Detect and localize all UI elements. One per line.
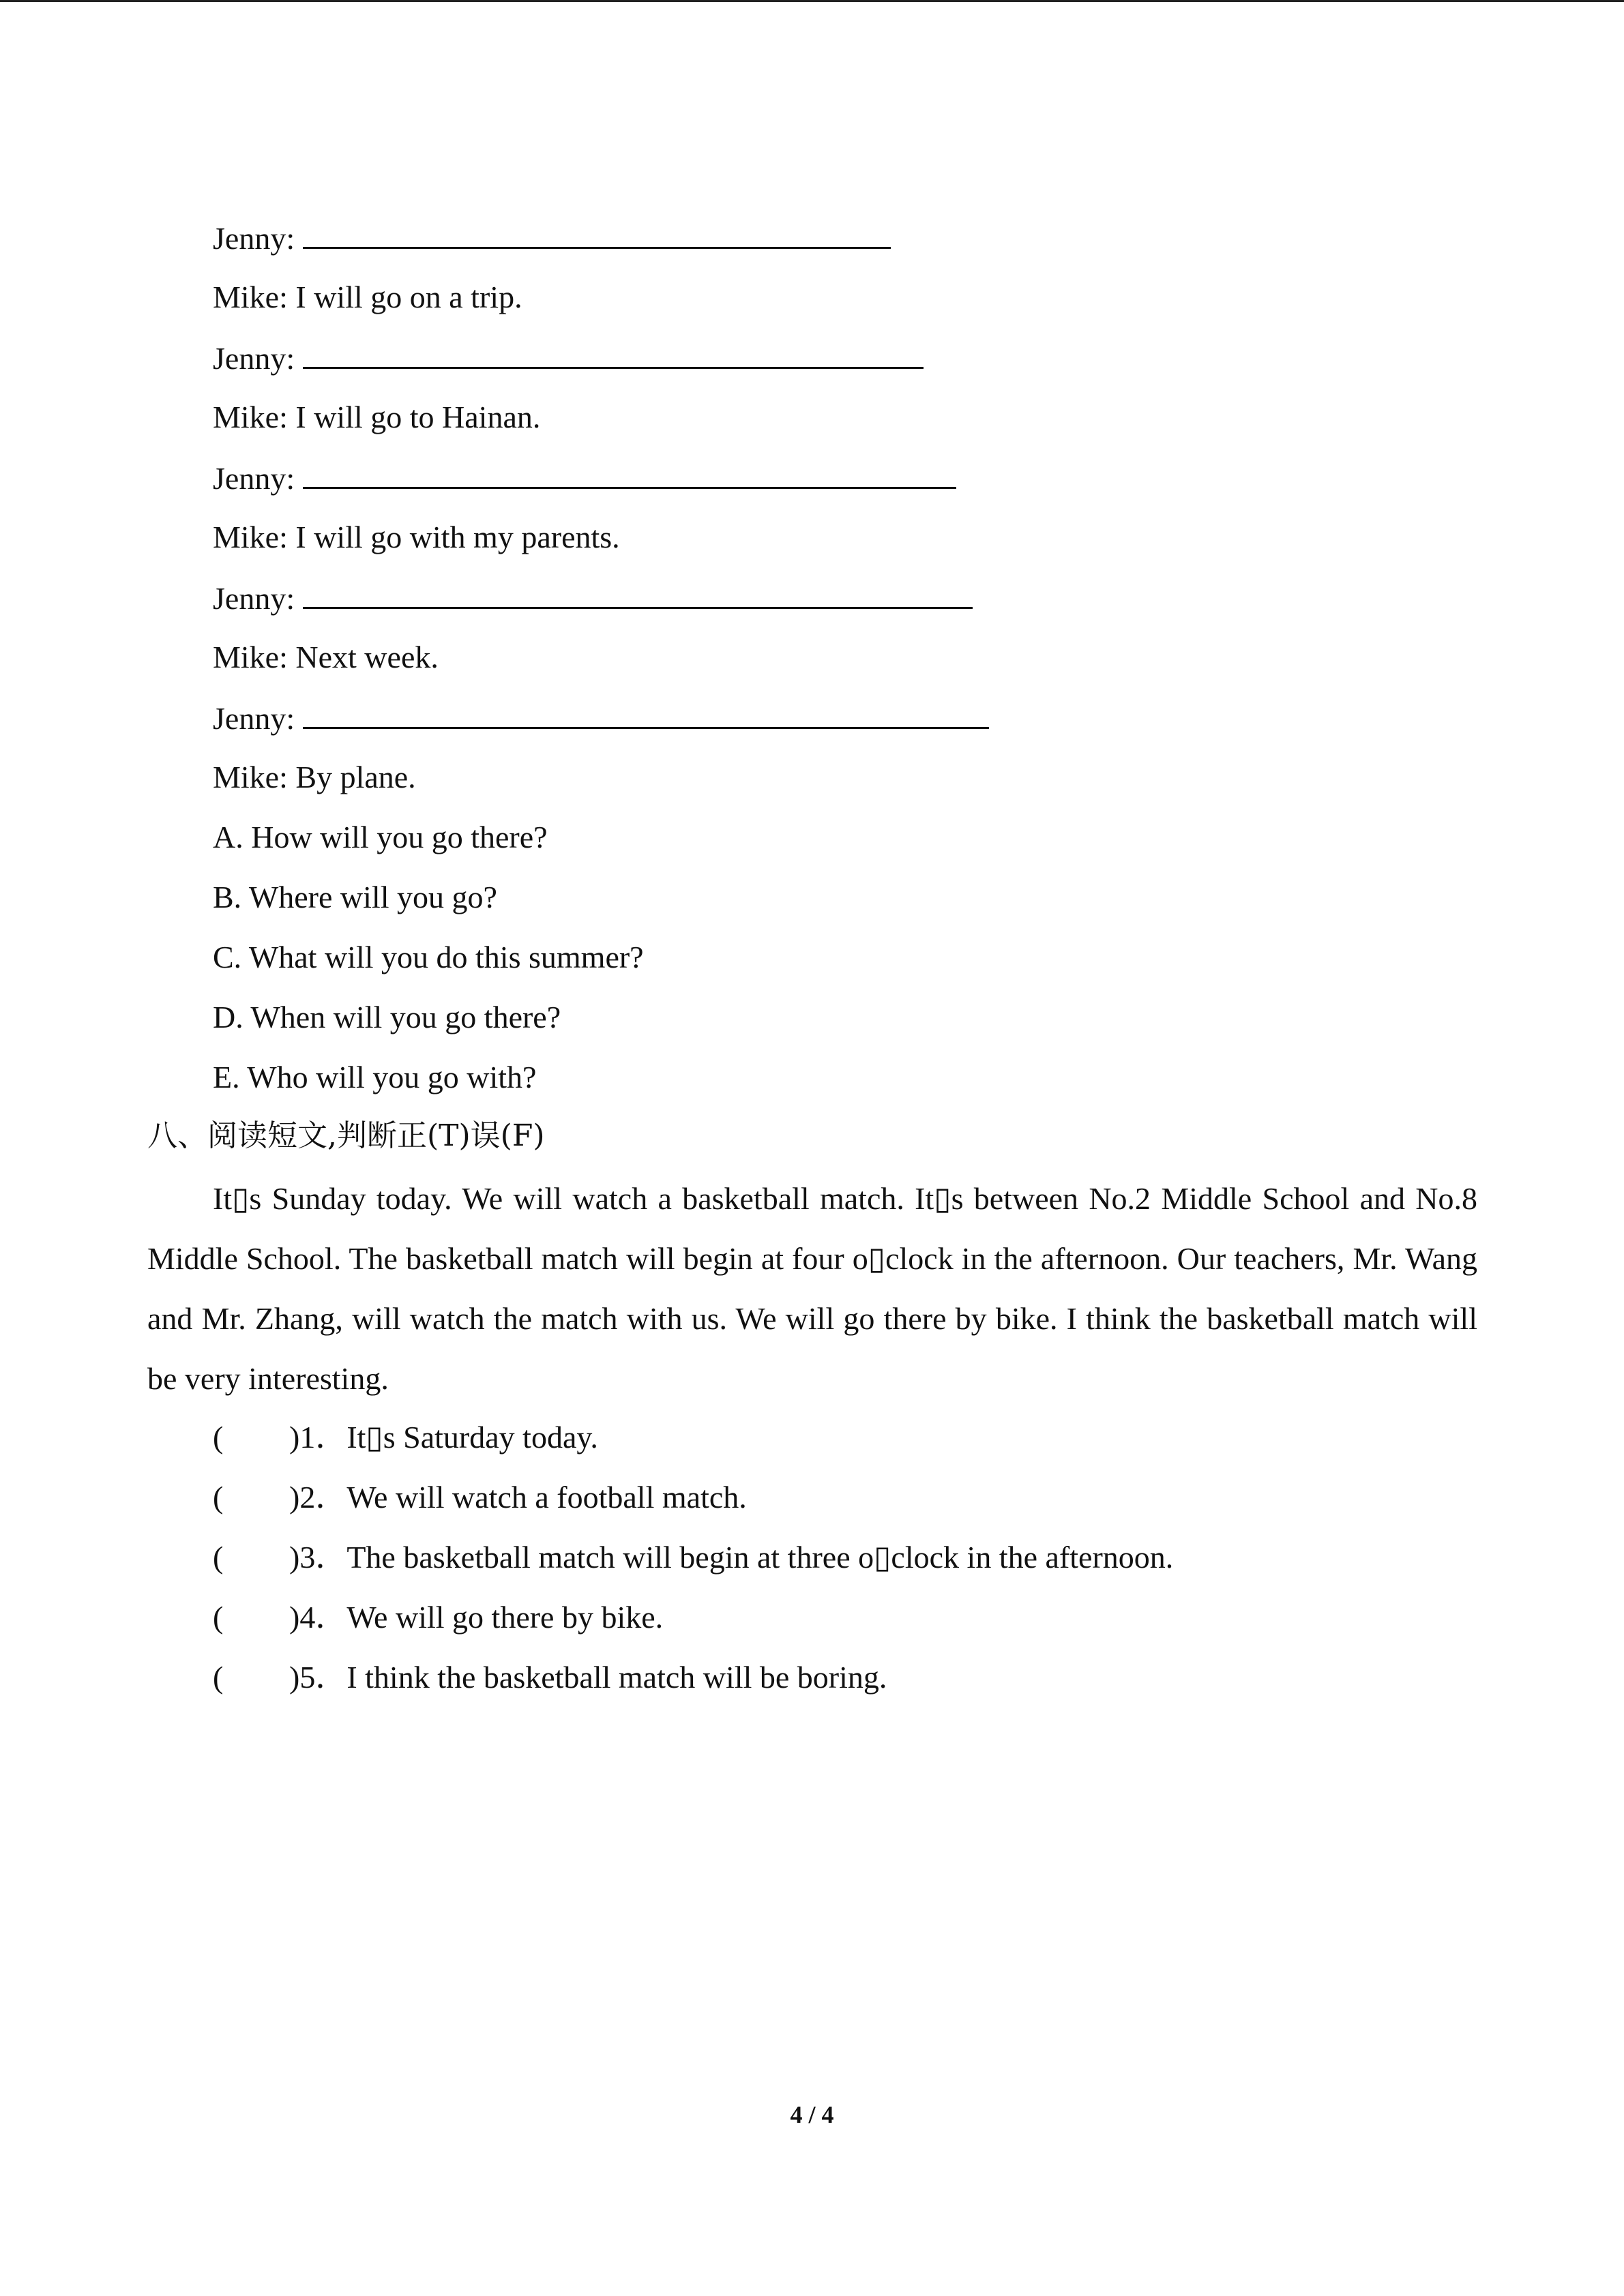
speaker: Mike:: [213, 400, 288, 434]
speaker: Jenny:: [213, 701, 295, 736]
passage-text: It▯s Sunday today. We will watch a basketball match. It▯s between No.2 Middle School and No.8 Middle School. The basketball match will begin at four o▯clock in the afternoon. Our teachers, Mr. Wang and Mr. Zhang, will watch the match with us. We will go there by bike. I think the basketball match will be very interesting.: [147, 1181, 1477, 1396]
top-border: [0, 0, 1624, 2]
answer-blank[interactable]: [303, 217, 891, 249]
speaker: Mike:: [213, 640, 288, 674]
question-text: I think the basketball match will be boring.: [346, 1660, 887, 1695]
dialogue-text: By plane.: [295, 760, 416, 794]
speaker: Jenny:: [213, 341, 295, 376]
question-number: )3．: [289, 1540, 347, 1575]
speaker: Mike:: [213, 520, 288, 554]
option-a: A. How will you go there?: [213, 820, 548, 854]
speaker: Jenny:: [213, 221, 295, 256]
option-e: E. Who will you go with?: [213, 1060, 537, 1094]
option-c: C. What will you do this summer?: [213, 940, 644, 974]
answer-paren[interactable]: (: [213, 1660, 224, 1695]
dialogue-line-jenny-3: [213, 457, 956, 499]
answer-paren[interactable]: (: [213, 1480, 224, 1515]
answer-paren[interactable]: (: [213, 1600, 224, 1635]
question-5: [213, 1657, 887, 1698]
question-4: [213, 1597, 663, 1638]
dialogue-line-mike-1: [213, 277, 522, 318]
question-number: )4．: [289, 1600, 347, 1635]
dialogue-text: Next week.: [295, 640, 439, 674]
question-3: [213, 1537, 1173, 1578]
section-heading: 八、阅读短文,判断正(T)误(F): [147, 1118, 545, 1153]
question-number: )5．: [289, 1660, 347, 1695]
question-text: The basketball match will begin at three o▯clock in the afternoon.: [346, 1540, 1174, 1575]
speaker: Jenny:: [213, 581, 295, 616]
question-text: It▯s Saturday today.: [346, 1420, 598, 1455]
option-d: D. When will you go there?: [213, 1000, 561, 1034]
speaker: Mike:: [213, 760, 288, 794]
question-1: [213, 1417, 598, 1458]
dialogue-line-mike-4: [213, 637, 439, 678]
page-number: 4 / 4: [790, 2101, 834, 2128]
dialogue-line-mike-2: [213, 397, 540, 438]
answer-paren[interactable]: (: [213, 1420, 224, 1455]
question-number: )1．: [289, 1420, 347, 1455]
dialogue-text: I will go on a trip.: [295, 280, 522, 314]
question-text: We will watch a football match.: [346, 1480, 747, 1515]
question-number: )2．: [289, 1480, 347, 1515]
dialogue-line-mike-5: [213, 757, 416, 798]
speaker: Jenny:: [213, 461, 295, 496]
dialogue-text: I will go with my parents.: [295, 520, 620, 554]
dialogue-line-mike-3: [213, 517, 620, 558]
speaker: Mike:: [213, 280, 288, 314]
dialogue-line-jenny-5: [213, 697, 989, 739]
reading-passage: [147, 1169, 1477, 1409]
dialogue-text: I will go to Hainan.: [295, 400, 541, 434]
answer-paren[interactable]: (: [213, 1540, 224, 1575]
option-b: B. Where will you go?: [213, 880, 497, 914]
answer-blank[interactable]: [303, 577, 973, 609]
question-text: We will go there by bike.: [346, 1600, 664, 1635]
dialogue-line-jenny-1: [213, 217, 891, 259]
dialogue-line-jenny-4: [213, 577, 973, 619]
dialogue-line-jenny-2: [213, 337, 924, 379]
answer-blank[interactable]: [303, 337, 924, 369]
question-2: [213, 1477, 747, 1518]
answer-blank[interactable]: [303, 697, 989, 729]
answer-blank[interactable]: [303, 457, 956, 489]
